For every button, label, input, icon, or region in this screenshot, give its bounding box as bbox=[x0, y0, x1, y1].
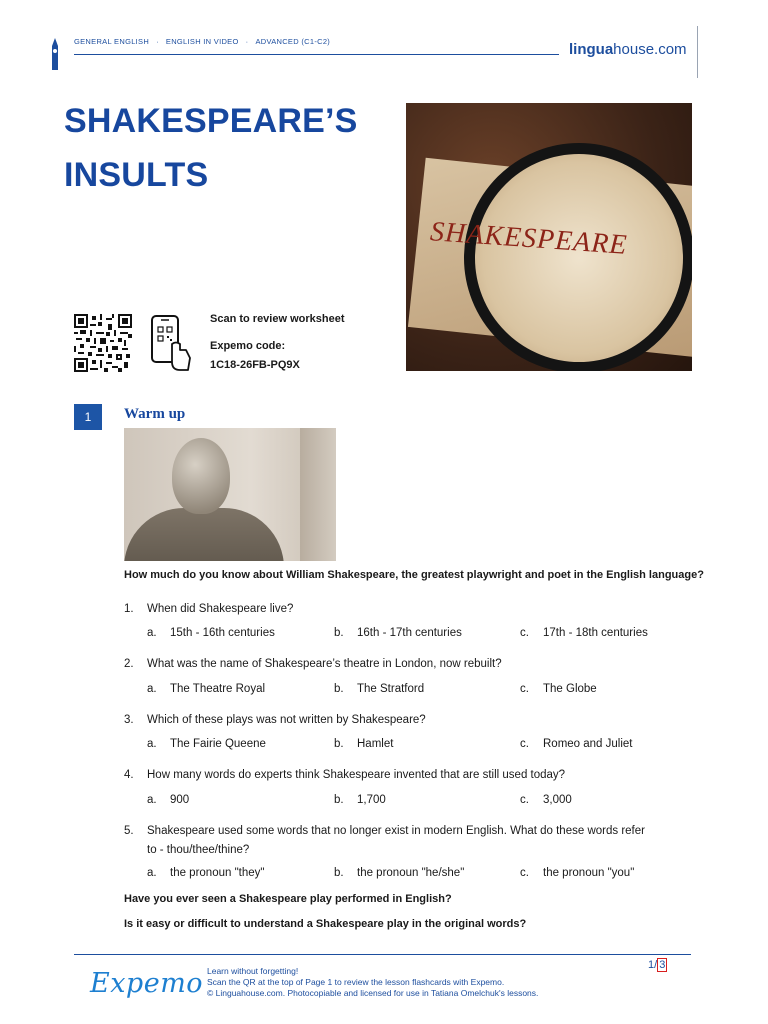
answer-option[interactable] bbox=[147, 738, 266, 750]
brand-logo[interactable] bbox=[569, 41, 687, 58]
answer-option[interactable] bbox=[520, 683, 597, 695]
option-text: 17th - 18th centuries bbox=[543, 627, 648, 639]
page-title-line: INSULTS bbox=[64, 156, 209, 194]
expemo-code-label: Expemo code: bbox=[210, 340, 286, 352]
discussion-question: Have you ever seen a Shakespeare play performed in English? bbox=[124, 893, 452, 905]
breadcrumb-separator: · bbox=[156, 37, 159, 46]
brand-logo-bold: lingua bbox=[569, 41, 614, 58]
breadcrumb-item[interactable]: ADVANCED (C1-C2) bbox=[255, 37, 331, 46]
answer-option[interactable] bbox=[147, 627, 275, 639]
question-number: 2. bbox=[124, 658, 134, 670]
statue-head bbox=[172, 438, 230, 514]
breadcrumb-item[interactable]: ENGLISH IN VIDEO bbox=[165, 37, 239, 46]
question-text: Which of these plays was not written by Shakespeare? bbox=[147, 714, 426, 726]
page-separator: / bbox=[654, 959, 658, 971]
page-header bbox=[0, 0, 768, 80]
option-text: 900 bbox=[170, 794, 190, 806]
option-letter: a. bbox=[147, 867, 157, 879]
option-letter: b. bbox=[334, 738, 344, 750]
qr-code-icon[interactable] bbox=[74, 314, 132, 372]
magnifying-glass-photo bbox=[406, 103, 692, 371]
answer-options bbox=[147, 794, 707, 810]
option-letter: b. bbox=[334, 683, 344, 695]
option-text: Romeo and Juliet bbox=[543, 738, 633, 750]
expemo-code: 1C18-26FB-PQ9X bbox=[210, 359, 300, 371]
footer-line: Scan the QR at the top of Page 1 to review the lesson flashcards with Expemo. bbox=[207, 977, 505, 987]
brand-divider bbox=[697, 26, 698, 78]
option-letter: b. bbox=[334, 794, 344, 806]
option-letter: c. bbox=[520, 627, 529, 639]
answer-option[interactable] bbox=[520, 794, 572, 806]
answer-option[interactable] bbox=[334, 683, 424, 695]
answer-options bbox=[147, 627, 707, 643]
answer-option[interactable] bbox=[147, 867, 264, 879]
scan-instruction: Scan to review worksheet bbox=[210, 313, 345, 325]
option-text: The Theatre Royal bbox=[170, 683, 266, 695]
page-total[interactable]: 3 bbox=[659, 959, 666, 971]
shakespeare-statue-photo bbox=[124, 428, 336, 561]
answer-option[interactable] bbox=[334, 738, 393, 750]
page-current: 1 bbox=[648, 959, 655, 971]
section-title: Warm up bbox=[124, 406, 186, 422]
header-divider bbox=[74, 54, 559, 55]
footer-line: Learn without forgetting! bbox=[207, 966, 299, 976]
footer-line: © Linguahouse.com. Photocopiable and licensed for use in Tatiana Omelchuk's lessons. bbox=[207, 988, 539, 998]
answer-option[interactable] bbox=[147, 683, 265, 695]
statue-background-wall bbox=[300, 428, 336, 561]
option-text: 3,000 bbox=[543, 794, 572, 806]
big-ben-tower-icon bbox=[49, 38, 61, 70]
answer-option[interactable] bbox=[334, 627, 462, 639]
page-number bbox=[648, 959, 667, 971]
question-number: 1. bbox=[124, 603, 134, 615]
breadcrumb bbox=[74, 37, 330, 46]
question-text: When did Shakespeare live? bbox=[147, 603, 294, 615]
option-text: 16th - 17th centuries bbox=[357, 627, 462, 639]
page-title-line: SHAKESPEARE’S bbox=[64, 102, 358, 140]
answer-option[interactable] bbox=[334, 867, 464, 879]
question-number: 3. bbox=[124, 714, 134, 726]
option-letter: c. bbox=[520, 867, 529, 879]
answer-option[interactable] bbox=[520, 627, 648, 639]
answer-option[interactable] bbox=[520, 738, 633, 750]
expemo-logo[interactable]: Expemo bbox=[90, 968, 204, 999]
option-text: The Fairie Queene bbox=[170, 738, 266, 750]
question-number: 5. bbox=[124, 825, 134, 837]
question-text: Shakespeare used some words that no longer exist in modern English. What do these words refer bbox=[147, 825, 645, 837]
option-text: 1,700 bbox=[357, 794, 386, 806]
answer-options bbox=[147, 683, 707, 699]
breadcrumb-item[interactable]: GENERAL ENGLISH bbox=[74, 37, 150, 46]
question-number: 4. bbox=[124, 769, 134, 781]
breadcrumb-separator: · bbox=[245, 37, 249, 46]
option-letter: c. bbox=[520, 683, 529, 695]
option-text: The Stratford bbox=[357, 683, 425, 695]
option-letter: a. bbox=[147, 683, 157, 695]
footer-notice bbox=[207, 966, 538, 999]
option-text: Hamlet bbox=[357, 738, 394, 750]
answer-option[interactable] bbox=[520, 867, 634, 879]
discussion-question: Is it easy or difficult to understand a Shakespeare play in the original words? bbox=[124, 918, 527, 930]
option-letter: a. bbox=[147, 738, 157, 750]
option-text: the pronoun "they" bbox=[170, 867, 265, 879]
option-letter: a. bbox=[147, 794, 157, 806]
option-text: the pronoun "he/she" bbox=[357, 867, 465, 879]
option-text: The Globe bbox=[543, 683, 597, 695]
statue-shoulders bbox=[124, 508, 284, 561]
option-letter: c. bbox=[520, 794, 529, 806]
option-text: 15th - 16th centuries bbox=[170, 627, 275, 639]
option-letter: a. bbox=[147, 627, 157, 639]
question-text: How many words do experts think Shakespeare invented that are still used today? bbox=[147, 769, 566, 781]
book-cover-word: SHAKESPEARE bbox=[429, 216, 629, 261]
intro-question: How much do you know about William Shakespeare, the greatest playwright and poet in the English language? bbox=[124, 569, 704, 581]
answer-options bbox=[147, 867, 707, 883]
option-letter: c. bbox=[520, 738, 529, 750]
page-title bbox=[64, 94, 384, 202]
answer-option[interactable] bbox=[334, 794, 386, 806]
phone-scan-icon bbox=[150, 314, 192, 372]
answer-option[interactable] bbox=[147, 794, 189, 806]
question-text: What was the name of Shakespeare’s theatre in London, now rebuilt? bbox=[147, 658, 502, 670]
option-letter: b. bbox=[334, 627, 344, 639]
option-letter: b. bbox=[334, 867, 344, 879]
footer-divider bbox=[74, 954, 691, 955]
section-number: 1 bbox=[74, 404, 102, 430]
brand-logo-rest: house.com bbox=[613, 41, 687, 58]
option-text: the pronoun "you" bbox=[543, 867, 635, 879]
answer-options bbox=[147, 738, 707, 754]
question-text: to - thou/thee/thine? bbox=[147, 844, 250, 856]
